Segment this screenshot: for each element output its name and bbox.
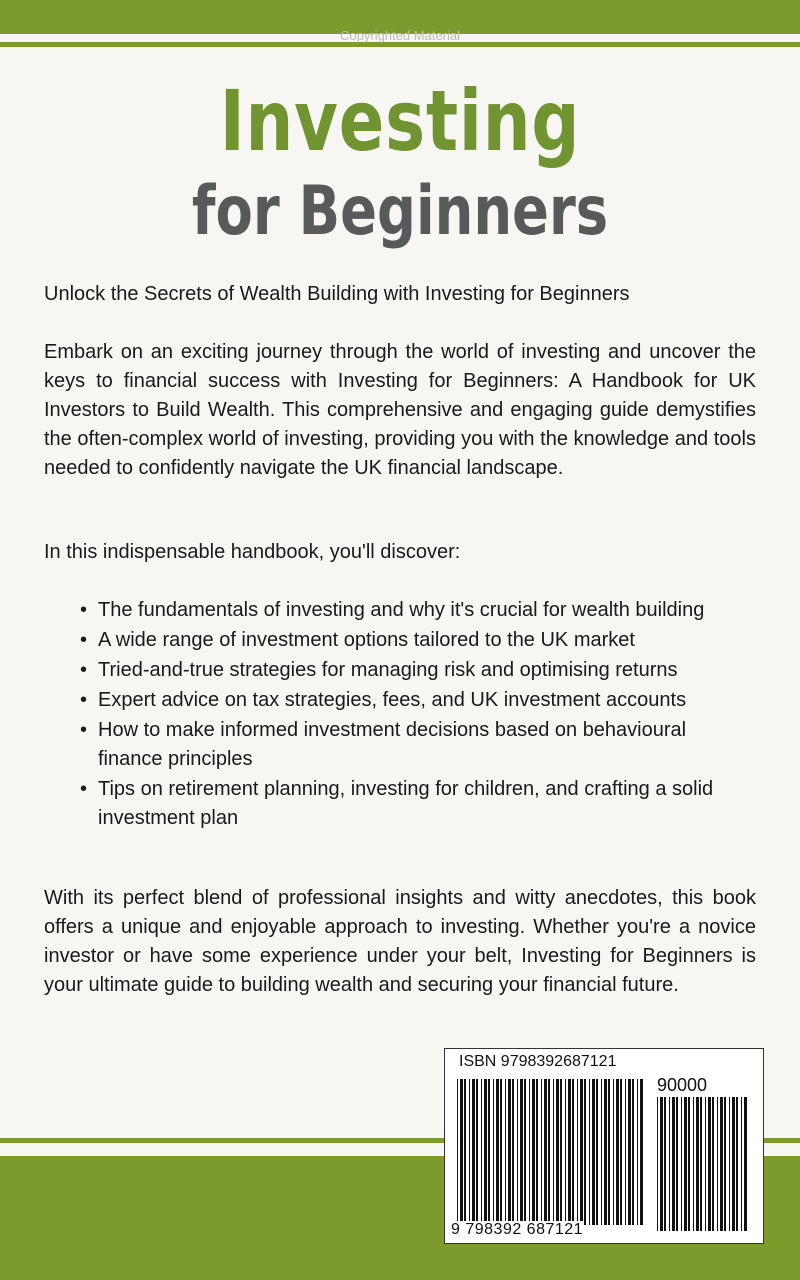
barcode-bar	[472, 1079, 475, 1225]
barcode-bar	[517, 1079, 518, 1225]
barcode-bar	[496, 1079, 499, 1225]
list-item	[80, 716, 756, 774]
barcode-bar	[741, 1097, 742, 1231]
barcode-bar	[717, 1097, 718, 1231]
price-code: 90000	[657, 1075, 708, 1095]
barcode-bar	[493, 1079, 494, 1225]
barcode-bar	[553, 1079, 554, 1225]
bullet-intro: In this indispensable handbook, you'll discover:	[44, 541, 461, 563]
barcode-bars	[457, 1079, 645, 1225]
list-item-text: Tips on retirement planning, investing for children, and crafting a solid investment plan	[98, 778, 714, 829]
barcode-bar	[580, 1079, 583, 1225]
barcode-bar	[632, 1079, 634, 1225]
barcode-bar	[512, 1079, 514, 1225]
barcode-bar	[596, 1079, 598, 1225]
bullet-dot: •	[80, 689, 88, 711]
barcode-bar	[560, 1079, 562, 1225]
barcode-bar	[476, 1079, 478, 1225]
barcode-bar	[524, 1079, 526, 1225]
barcode-bar	[481, 1079, 482, 1225]
barcode-bar	[664, 1097, 666, 1231]
list-item-text: How to make informed investment decisions based on behavioural finance principles	[98, 719, 687, 770]
barcode-bar	[696, 1097, 699, 1231]
bullet-dot: •	[80, 719, 88, 741]
list-item-text: The fundamentals of investing and why it's crucial for wealth building	[98, 599, 705, 621]
barcode-bar	[720, 1097, 723, 1231]
barcode-bar	[568, 1079, 571, 1225]
barcode-bar	[637, 1079, 638, 1225]
barcode-bar	[548, 1079, 550, 1225]
barcode-bar	[660, 1097, 663, 1231]
list-item	[80, 775, 756, 833]
barcode-bar	[505, 1079, 506, 1225]
list-item	[80, 626, 756, 655]
list-item-text: A wide range of investment options tailored to the UK market	[98, 629, 635, 651]
barcode-addon-bars	[657, 1097, 749, 1231]
barcode-bar	[584, 1079, 586, 1225]
description-paragraph-2: With its perfect blend of professional insights and witty anecdotes, this book offers a unique and enjoyable approach to investing. Whether you're a novice investor or have some experience under your belt, Investing for Beginners is your ultimate guide to building wealth and securing your financial future.	[44, 887, 756, 996]
barcode-bar	[565, 1079, 566, 1225]
barcode-bar	[556, 1079, 559, 1225]
barcode-bar	[613, 1079, 614, 1225]
barcode-bar	[681, 1097, 682, 1231]
barcode-bar	[628, 1079, 631, 1225]
list-item-text: Tried-and-true strategies for managing risk and optimising returns	[98, 659, 678, 681]
barcode-bar	[625, 1079, 626, 1225]
barcode-bar	[705, 1097, 706, 1231]
tagline: Unlock the Secrets of Wealth Building with Investing for Beginners	[44, 283, 630, 305]
barcode-bar	[688, 1097, 690, 1231]
barcode-bar	[732, 1097, 735, 1231]
barcode-bar	[744, 1097, 747, 1231]
book-title: Investing	[219, 72, 581, 170]
bullet-dot: •	[80, 629, 88, 651]
barcode-bar	[544, 1079, 547, 1225]
list-item	[80, 686, 756, 715]
barcode-bar	[657, 1097, 658, 1231]
barcode-bar	[736, 1097, 738, 1231]
barcode-bar	[460, 1079, 463, 1225]
barcode-bar	[608, 1079, 610, 1225]
list-item-text: Expert advice on tax strategies, fees, and UK investment accounts	[98, 689, 687, 711]
barcode-bar	[520, 1079, 523, 1225]
isbn-barcode	[444, 1048, 764, 1244]
barcode-bar	[700, 1097, 702, 1231]
description-paragraph-1: Embark on an exciting journey through the world of investing and uncover the keys to financial success with Investing for Beginners: A Handbook for UK Investors to Build Wealth. This comprehensive and engaging guide demystifies the often-complex world of investing, providing you with the knowledge and tools needed to confidently navigate the UK financial landscape.	[44, 341, 756, 479]
barcode-bar	[508, 1079, 511, 1225]
barcode-bar	[577, 1079, 578, 1225]
bullet-dot: •	[80, 599, 88, 621]
barcode-bar	[601, 1079, 602, 1225]
barcode-bar	[672, 1097, 675, 1231]
barcode-bar	[592, 1079, 595, 1225]
list-item	[80, 596, 756, 625]
copyright-watermark: Copyrighted Material	[340, 28, 460, 43]
barcode-bar	[708, 1097, 711, 1231]
barcode-bar	[669, 1097, 670, 1231]
barcode-bar	[684, 1097, 687, 1231]
barcode-bar	[529, 1079, 530, 1225]
barcode-bar	[532, 1079, 535, 1225]
list-item	[80, 656, 756, 685]
book-subtitle: for Beginners	[191, 172, 609, 251]
barcode-bar	[676, 1097, 678, 1231]
barcode-bar	[464, 1079, 466, 1225]
barcode-bar	[729, 1097, 730, 1231]
barcode-bar	[693, 1097, 694, 1231]
bullet-dot: •	[80, 659, 88, 681]
barcode-bar	[457, 1079, 458, 1225]
barcode-bar	[712, 1097, 714, 1231]
feature-list	[80, 596, 756, 834]
barcode-bar	[541, 1079, 542, 1225]
barcode-bar	[604, 1079, 607, 1225]
barcode-bar	[616, 1079, 619, 1225]
barcode-bar	[572, 1079, 574, 1225]
barcode-bar	[589, 1079, 590, 1225]
barcode-bar	[536, 1079, 538, 1225]
barcode-bar	[500, 1079, 502, 1225]
barcode-bar	[469, 1079, 470, 1225]
barcode-bar	[620, 1079, 622, 1225]
isbn-digits: 9 798392 687121	[451, 1221, 584, 1238]
barcode-bar	[640, 1079, 643, 1225]
bullet-dot: •	[80, 778, 88, 800]
barcode-bar	[484, 1079, 487, 1225]
isbn-label: ISBN 9798392687121	[459, 1053, 617, 1070]
barcode-bar	[488, 1079, 490, 1225]
barcode-bar	[724, 1097, 726, 1231]
